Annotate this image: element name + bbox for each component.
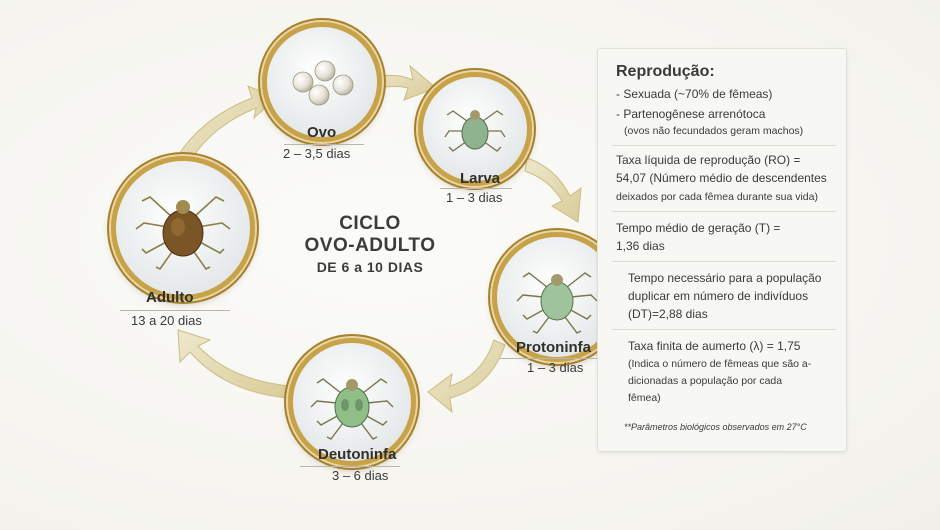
panel-footnote: **Parâmetros biológicos observados em 27°C [624,422,807,432]
ro-label: Taxa líquida de reprodução (RO) = [616,153,801,167]
adulto-duration: 13 a 20 dias [131,313,202,328]
t-value: 1,36 dias [616,239,665,253]
ro-note: deixados por cada fêmea durante sua vida) [616,191,818,203]
ovo-name: Ovo [307,124,337,141]
lambda-note-1: (Indica o número de fêmeas que são a- [628,358,812,370]
arrow-deutoninfa-adulto [178,330,290,398]
adulto-name: Adulto [146,289,194,306]
repro-note: (ovos não fecundados geram machos) [624,125,804,137]
deutoninfa-name: Deutoninfa [318,446,397,463]
t-label: Tempo médio de geração (T) = [616,221,781,235]
protoninfa-name: Protoninfa [516,339,591,356]
repro-parthenogenesis: - Partenogênese arrenótoca [616,107,766,121]
dt-value: (DT)=2,88 dias [628,307,708,321]
protoninfa-duration: 1 – 3 dias [527,360,584,375]
lambda-label: Taxa finita de aumerto (λ) = 1,75 [628,339,801,353]
reproduction-title: Reprodução: [616,63,715,80]
adulto-circle [111,156,255,300]
dt-line2: duplicar em número de indivíduos [628,289,809,303]
larva-circle [418,72,532,186]
larva-duration: 1 – 3 dias [446,190,503,205]
lambda-note-2: dicionadas a população por cada [628,375,783,387]
lambda-note-3: fêmea) [628,392,661,404]
arrow-larva-protoninfa [525,158,581,222]
info-panel [597,48,847,452]
deutoninfa-duration: 3 – 6 dias [332,468,389,483]
cycle-title-line2: OVO-ADULTO [304,235,436,256]
larva-mite-icon [423,77,527,181]
ovo-duration: 2 – 3,5 dias [283,146,351,161]
adult-mite-icon [116,161,250,295]
arrow-protoninfa-deutoninfa [428,340,505,412]
egg-icon [267,27,377,137]
ro-value: 54,07 (Número médio de descendentes [616,171,827,185]
deutoninfa-mite-icon [293,343,411,461]
dt-label: Tempo necessário para a população [628,271,822,285]
cycle-title-line1: CICLO [339,213,401,234]
larva-name: Larva [460,170,501,187]
cycle-title-line3: DE 6 a 10 DIAS [316,259,424,275]
repro-sexual: - Sexuada (~70% de fêmeas) [616,87,773,101]
cycle-title [285,213,455,277]
